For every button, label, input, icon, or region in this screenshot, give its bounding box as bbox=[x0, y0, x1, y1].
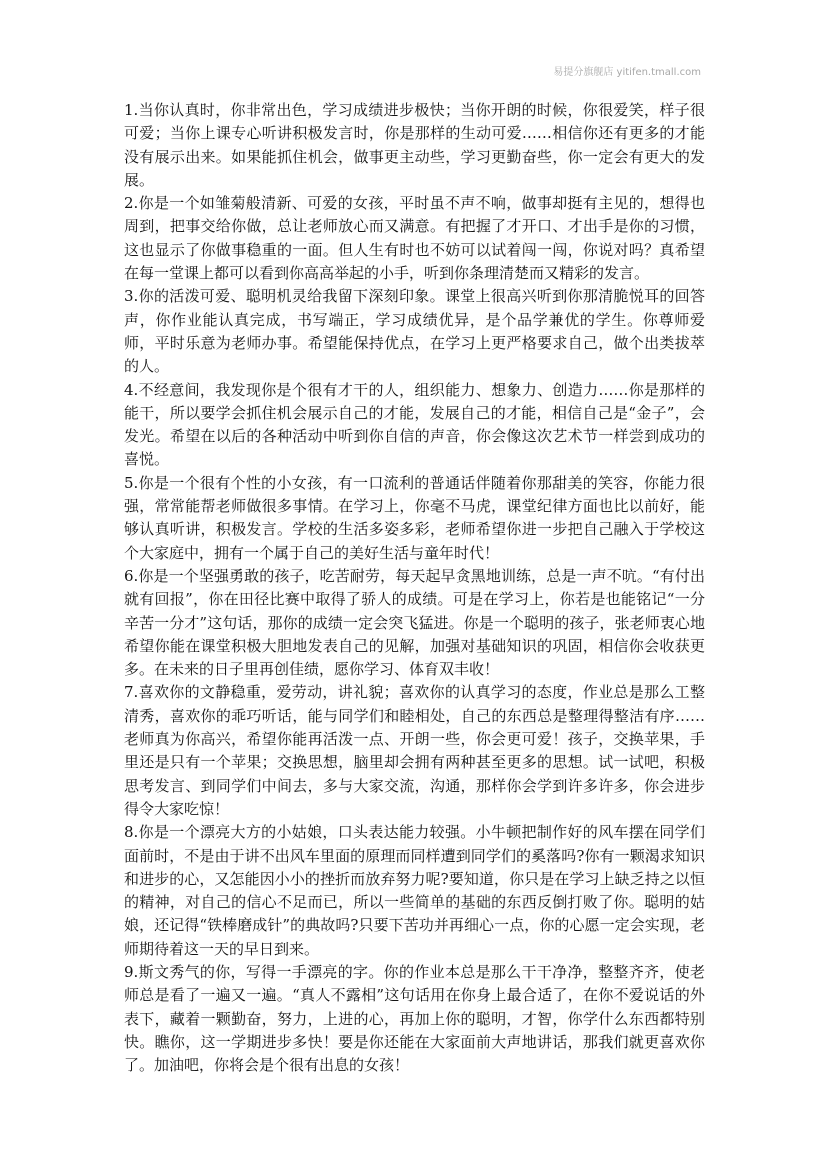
comment-paragraph-5: 5.你是一个很有个性的小女孩，有一口流利的普通话伴随着你那甜美的笑容，你能力很强，常常能帮老师做很多事情。在学习上，你毫不马虎，课堂纪律方面也比以前好，能够认真听讲，积极发言。学校的生活多姿多彩，老师希望你进一步把自己融入于学校这个大家庭中，拥有一个属于自己的美好生活与童年时代！ bbox=[124, 473, 705, 562]
comment-paragraph-3: 3.你的活泼可爱、聪明机灵给我留下深刻印象。课堂上很高兴听到你那清脆悦耳的回答声，你作业能认真完成，书写端正，学习成绩优异，是个品学兼优的学生。你尊师爱师，平时乐意为老师办事。希望能保持优点，在学习上更严格要求自己，做个出类拔萃的人。 bbox=[124, 287, 705, 376]
comment-paragraph-6: 6.你是一个坚强勇敢的孩子，吃苦耐劳，每天起早贪黑地训练，总是一声不吭。“有付出就有回报”，你在田径比赛中取得了骄人的成绩。可是在学习上，你若是也能铭记“一分辛苦一分才”这句话，那你的成绩一定会突飞猛进。你是一个聪明的孩子，张老师衷心地希望你能在课堂积极大胆地发表自己的见解，加强对基础知识的巩固，相信你会收获更多。在未来的日子里再创佳绩，愿你学习、体育双丰收！ bbox=[124, 566, 705, 679]
comments-body bbox=[124, 99, 705, 1077]
watermark: 易提分旗舰店 yitifen.tmall.com bbox=[553, 67, 701, 78]
comment-paragraph-7: 7.喜欢你的文静稳重，爱劳动，讲礼貌；喜欢你的认真学习的态度，作业总是那么工整清秀，喜欢你的乖巧听话，能与同学们和睦相处，自己的东西总是整理得整洁有序……老师真为你高兴，希望你能再活泼一点、开朗一些，你会更可爱！孩子，交换苹果，手里还是只有一个苹果；交换思想，脑里却会拥有两种甚至更多的思想。试一试吧，积极思考发言、到同学们中间去，多与大家交流，沟通，那样你会学到许多许多，你会进步得令大家吃惊！ bbox=[124, 683, 705, 818]
comment-paragraph-9: 9.斯文秀气的你，写得一手漂亮的字。你的作业本总是那么干干净净，整整齐齐，使老师总是看了一遍又一遍。“真人不露相”这句话用在你身上最合适了，在你不爱说话的外表下，藏着一颗勤奋，努力，上进的心，再加上你的聪明，才智，你学什么东西都特别快。瞧你，这一学期进步多快！要是你还能在大家面前大声地讲话，那我们就更喜欢你了。加油吧，你将会是个很有出息的女孩！ bbox=[124, 962, 705, 1075]
comment-paragraph-4: 4.不经意间，我发现你是个很有才干的人，组织能力、想象力、创造力……你是那样的能干，所以要学会抓住机会展示自己的才能，发展自己的才能，相信自己是“金子”，会发光。希望在以后的各种活动中听到你自信的声音，你会像这次艺术节一样尝到成功的喜悦。 bbox=[124, 380, 705, 469]
comment-paragraph-2: 2.你是一个如雏菊般清新、可爱的女孩，平时虽不声不响，做事却挺有主见的，想得也周到，把事交给你做，总让老师放心而又满意。有把握了才开口、才出手是你的习惯，这也显示了你做事稳重的一面。但人生有时也不妨可以试着闯一闯，你说对吗？真希望在每一堂课上都可以看到你高高举起的小手，听到你条理清楚而又精彩的发言。 bbox=[124, 194, 705, 283]
comment-paragraph-8: 8.你是一个漂亮大方的小姑娘，口头表达能力较强。小牛顿把制作好的风车摆在同学们面前时，不是由于讲不出风车里面的原理而同样遭到同学们的奚落吗?你有一颗渴求知识和进步的心，又怎能因小小的挫折而放弃努力呢?要知道，你只是在学习上缺乏持之以恒的精神，对自己的信心不足而已，所以一些简单的基础的东西反倒打败了你。聪明的姑娘，还记得“铁棒磨成针”的典故吗?只要下苦功并再细心一点，你的心愿一定会实现，老师期待着这一天的早日到来。 bbox=[124, 823, 705, 958]
comment-paragraph-1: 1.当你认真时，你非常出色，学习成绩进步极快；当你开朗的时候，你很爱笑，样子很可爱；当你上课专心听讲积极发言时，你是那样的生动可爱……相信你还有更多的才能没有展示出来。如果能抓住机会，做事更主动些，学习更勤奋些，你一定会有更大的发展。 bbox=[124, 101, 705, 189]
